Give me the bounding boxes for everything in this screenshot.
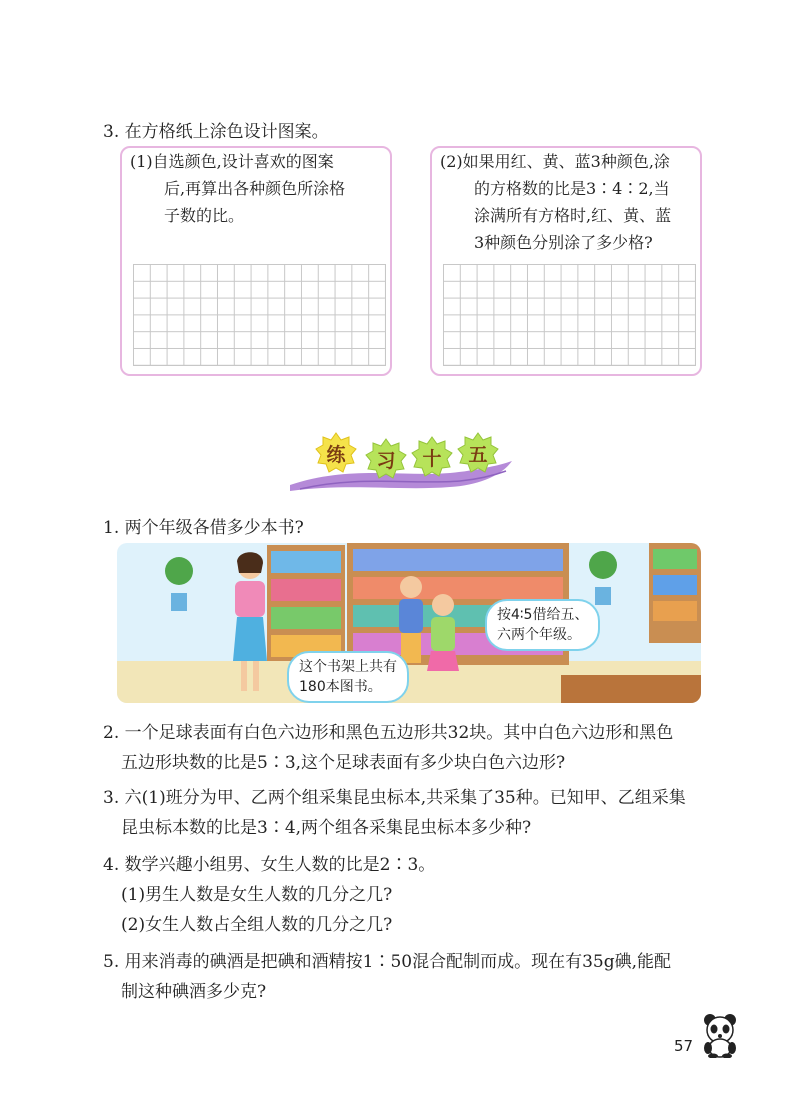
q3-box-2 <box>430 146 702 376</box>
exercise-3-line: 昆虫标本数的比是3∶4,两个组各采集昆虫标本多少种? <box>121 818 532 838</box>
grid-paper-1[interactable] <box>133 264 386 366</box>
bubble-line: 按4∶5借给五、 <box>497 607 589 623</box>
exercise-4-line: (1)男生人数是女生人数的几分之几? <box>121 885 393 905</box>
q3-box2-line: 涂满所有方格时,红、黄、蓝 <box>474 206 672 225</box>
banner-star-3 <box>410 435 454 479</box>
q3-box2-line: 的方格数的比是3∶4∶2,当 <box>474 179 670 198</box>
q3-box1-line: 子数的比。 <box>164 206 245 225</box>
speech-bubble-teacher <box>287 651 409 703</box>
q3-box2-line: 3种颜色分别涂了多少格? <box>474 233 653 252</box>
exercise-4-line: 4. 数学兴趣小组男、女生人数的比是2∶3。 <box>103 855 436 875</box>
exercise-2-line: 2. 一个足球表面有白色六边形和黑色五边形共32块。其中白色六边形和黑色 <box>103 723 674 743</box>
bubble-line: 180本图书。 <box>299 679 382 695</box>
banner-star-1 <box>314 431 358 475</box>
q3-box1-line: (1)自选颜色,设计喜欢的图案 <box>130 152 334 171</box>
speech-bubble-student <box>485 599 600 651</box>
library-scene-image <box>117 543 701 703</box>
banner-star-4 <box>456 431 500 475</box>
grid-paper-2[interactable] <box>443 264 696 366</box>
exercise-2-line: 五边形块数的比是5∶3,这个足球表面有多少块白色六边形? <box>121 753 566 773</box>
q3-box2-line: (2)如果用红、黄、蓝3种颜色,涂 <box>440 152 670 171</box>
banner-char: 练 <box>326 443 346 466</box>
page-number: 57 <box>674 1037 694 1055</box>
library-illustration <box>117 543 701 703</box>
banner-char: 习 <box>376 449 396 472</box>
exercise-5-line: 制这种碘酒多少克? <box>121 982 267 1002</box>
exercise-banner <box>280 425 520 497</box>
q3-box1-line: 后,再算出各种颜色所涂格 <box>164 179 346 198</box>
banner-char: 五 <box>468 443 488 466</box>
q3-box-1 <box>120 146 392 376</box>
banner-star-2 <box>364 437 408 481</box>
exercise-5-line: 5. 用来消毒的碘酒是把碘和酒精按1∶50混合配制而成。现在有35g碘,能配 <box>103 952 671 972</box>
exercise-3-line: 3. 六(1)班分为甲、乙两个组采集昆虫标本,共采集了35种。已知甲、乙组采集 <box>103 788 686 808</box>
bubble-line: 六两个年级。 <box>497 627 581 643</box>
exercise-4-line: (2)女生人数占全组人数的几分之几? <box>121 915 393 935</box>
banner-char: 十 <box>422 447 442 470</box>
exercise-1: 1. 两个年级各借多少本书? <box>103 518 304 538</box>
q3-title: 3. 在方格纸上涂色设计图案。 <box>103 122 329 142</box>
panda-icon <box>700 1012 740 1058</box>
bubble-line: 这个书架上共有 <box>299 659 397 675</box>
